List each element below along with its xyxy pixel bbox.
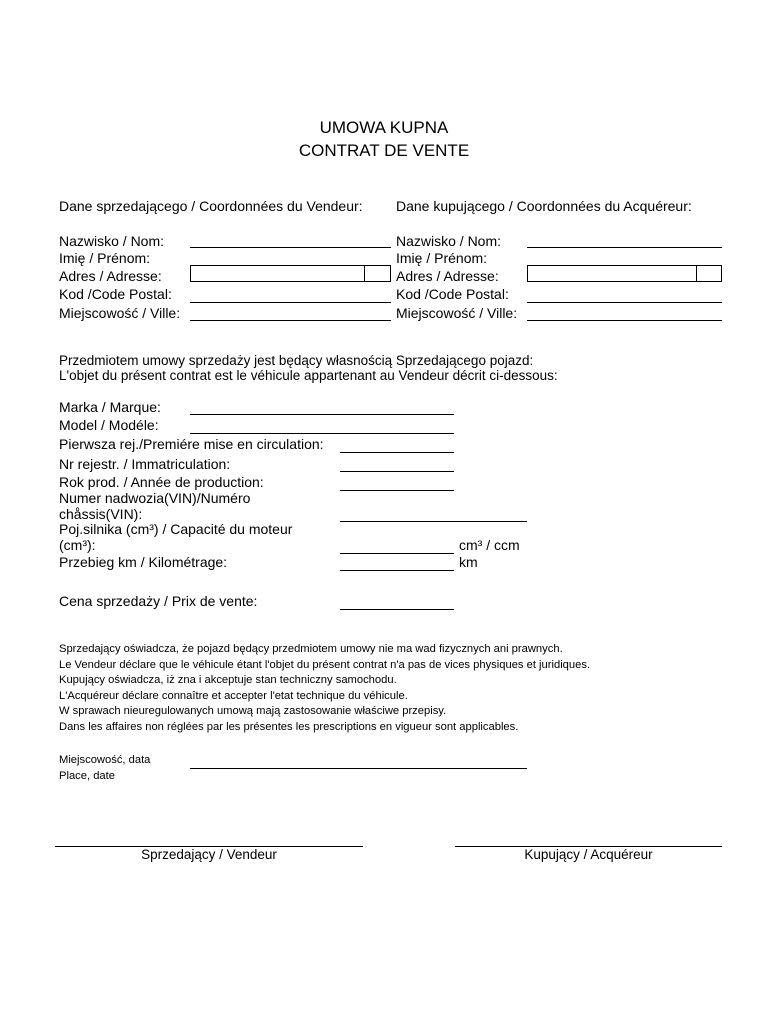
buyer-name-label: Nazwisko / Nom:: [396, 233, 502, 249]
seller-name-label: Nazwisko / Nom:: [59, 233, 165, 249]
buyer-address-label: Adres / Adresse:: [396, 268, 499, 284]
seller-firstname-label: Imię / Prénom:: [59, 250, 151, 266]
vehicle-make-label: Marka / Marque:: [59, 399, 161, 415]
place-date-field[interactable]: [190, 768, 527, 769]
seller-address-divider: [364, 266, 365, 282]
declaration-line: W sprawach nieuregulowanych umową mają zastosowanie właściwe przepisy.: [59, 705, 447, 717]
vehicle-registration-label: Nr rejestr. / Immatriculation:: [59, 456, 231, 472]
seller-signature-label: Sprzedający / Vendeur: [141, 847, 277, 862]
document-title: UMOWA KUPNA: [319, 118, 449, 137]
buyer-city-field[interactable]: [527, 320, 722, 321]
buyer-firstname-label: Imię / Prénom:: [396, 250, 488, 266]
vehicle-model-field[interactable]: [190, 433, 454, 434]
vehicle-year-field[interactable]: [340, 490, 454, 491]
vehicle-make-field[interactable]: [190, 414, 454, 415]
seller-postal-field[interactable]: [190, 302, 391, 303]
buyer-name-field[interactable]: [527, 247, 722, 248]
vehicle-first-reg-field[interactable]: [340, 452, 454, 453]
declaration-line: Le Vendeur déclare que le véhicule étant l'objet du présent contrat n'a pas de vices physiques et juridiques.: [59, 659, 591, 671]
vehicle-engine-label-line2: (cm³):: [59, 537, 96, 553]
place-date-label-french: Place, date: [59, 770, 115, 782]
seller-city-field[interactable]: [190, 320, 391, 321]
declaration-line: L'Acquéreur déclare connaître et accepter l'etat technique du véhicule.: [59, 690, 408, 702]
seller-address-field[interactable]: [190, 266, 391, 282]
vehicle-mileage-label: Przebieg km / Kilométrage:: [59, 554, 228, 570]
vehicle-engine-field[interactable]: [340, 553, 454, 554]
buyer-postal-label: Kod /Code Postal:: [396, 286, 509, 302]
vehicle-mileage-field[interactable]: [340, 570, 454, 571]
vehicle-engine-label-line1: Poj.silnika (cm³) / Capacité du moteur: [59, 521, 293, 537]
buyer-address-divider: [696, 266, 697, 282]
vehicle-engine-unit: cm³ / ccm: [459, 537, 520, 553]
vehicle-price-label: Cena sprzedaży / Prix de vente:: [59, 593, 258, 609]
buyer-address-field[interactable]: [527, 266, 722, 282]
declaration-line: Dans les affaires non réglées par les présentes les prescriptions en vigueur sont applicables.: [59, 721, 519, 733]
vehicle-vin-label-line1: Numer nadwozia(VIN)/Numéro: [59, 490, 251, 506]
vehicle-first-reg-label: Pierwsza rej./Premiére mise en circulation:: [59, 436, 324, 452]
seller-postal-label: Kod /Code Postal:: [59, 286, 172, 302]
intro-french: L'objet du présent contrat est le véhicule appartenant au Vendeur décrit ci-dessous:: [59, 368, 558, 383]
seller-address-label: Adres / Adresse:: [59, 268, 162, 284]
seller-city-label: Miejscowość / Ville:: [59, 305, 181, 321]
vehicle-price-field[interactable]: [340, 609, 454, 610]
buyer-postal-field[interactable]: [527, 302, 722, 303]
vehicle-mileage-unit: km: [459, 554, 478, 570]
buyer-signature-label: Kupujący / Acquéreur: [524, 847, 653, 862]
seller-name-field[interactable]: [190, 247, 391, 248]
declaration-line: Kupujący oświadcza, iż zna i akceptuje stan techniczny samochodu.: [59, 674, 397, 686]
seller-heading: Dane sprzedającego / Coordonnées du Vendeur:: [59, 198, 363, 214]
vehicle-vin-field[interactable]: [340, 521, 527, 522]
vehicle-registration-field[interactable]: [340, 471, 454, 472]
place-date-label-polish: Miejscowość, data: [59, 754, 151, 766]
vehicle-year-label: Rok prod. / Année de production:: [59, 474, 264, 490]
buyer-heading: Dane kupującego / Coordonnées du Acquéreur:: [396, 198, 692, 214]
buyer-city-label: Miejscowość / Ville:: [396, 305, 518, 321]
vehicle-model-label: Model / Modéle:: [59, 417, 159, 433]
vehicle-vin-label-line2: chåssis(VIN):: [59, 506, 143, 522]
intro-polish: Przedmiotem umowy sprzedaży jest będący własnością Sprzedającego pojazd:: [59, 353, 534, 368]
declaration-line: Sprzedający oświadcza, że pojazd będący przedmiotem umowy nie ma wad fizycznych ani prawnych.: [59, 643, 563, 655]
document-subtitle: CONTRAT DE VENTE: [298, 141, 470, 160]
